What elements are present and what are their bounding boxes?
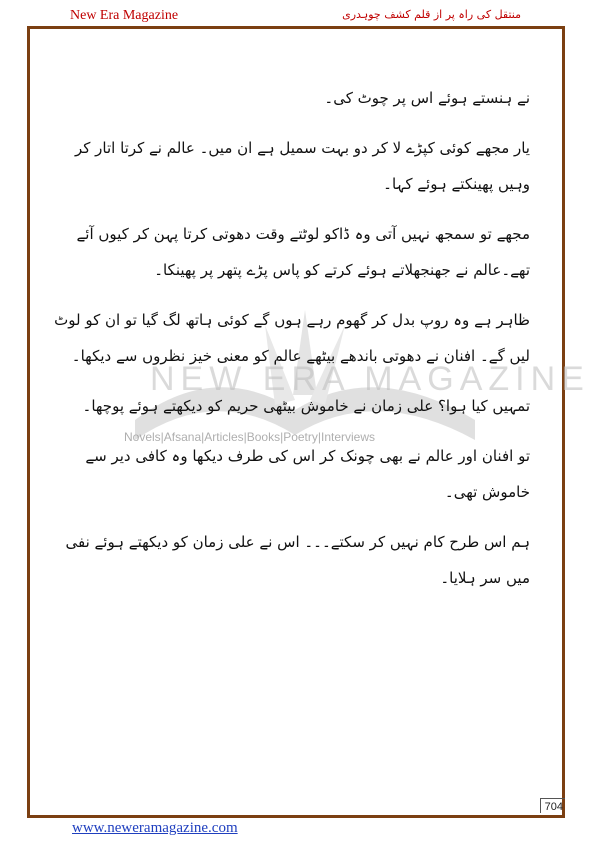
paragraph: مجھے تو سمجھ نہیں آتی وہ ڈاکو لوٹتے وقت دھوتی کرتا پہن کر کیوں آئے تھے۔عالم نے جھنجھلاتے ہوئے کرتے کو پاس پڑے پتھر پر پھینکا۔ [76,225,530,279]
watermark-subtitle: Novels|Afsana|Articles|Books|Poetry|Interviews [124,430,376,444]
paragraph: یار مجھے کوئی کپڑے لا کر دو بہت سمیل ہے ان میں۔ عالم نے کرتا اتار کر وہیں پھینکتے ہوئے کہا۔ [74,139,530,193]
paragraph: ہم اس طرح کام نہیں کر سکتے۔۔۔ اس نے علی زمان کو دیکھتے ہوئے نفی میں سر ہلایا۔ [65,533,530,587]
paragraph: تو افنان اور عالم نے بھی چونک کر اس کی طرف دیکھا وہ کافی دیر سے خاموش تھی۔ [85,447,530,501]
watermark-title: NEW ERA MAGAZINE [150,360,590,398]
paragraph: نے ہنستے ہوئے اس پر چوٹ کی۔ [324,89,530,107]
paragraph: ظاہر ہے وہ روپ بدل کر گھوم رہے ہوں گے کوئی ہاتھ لگ گیا تو ان کو لوٹ لیں گے۔ افنان نے دھوتی باندھے بیٹھے عالم کو معنی خیز نظروں سے دیکھا۔ [54,311,530,365]
story-text [52,80,530,610]
novel-title: منتقل کی راہ پر از قلم کشف چوہدری [342,8,521,21]
website-link[interactable]: www.neweramagazine.com [72,820,238,836]
paragraph: تمہیں کیا ہوا؟ علی زمان نے خاموش بیٹھی حریم کو دیکھتے ہوئے پوچھا۔ [82,397,530,415]
page-number: 704 [540,798,565,813]
magazine-name: New Era Magazine [70,8,179,23]
